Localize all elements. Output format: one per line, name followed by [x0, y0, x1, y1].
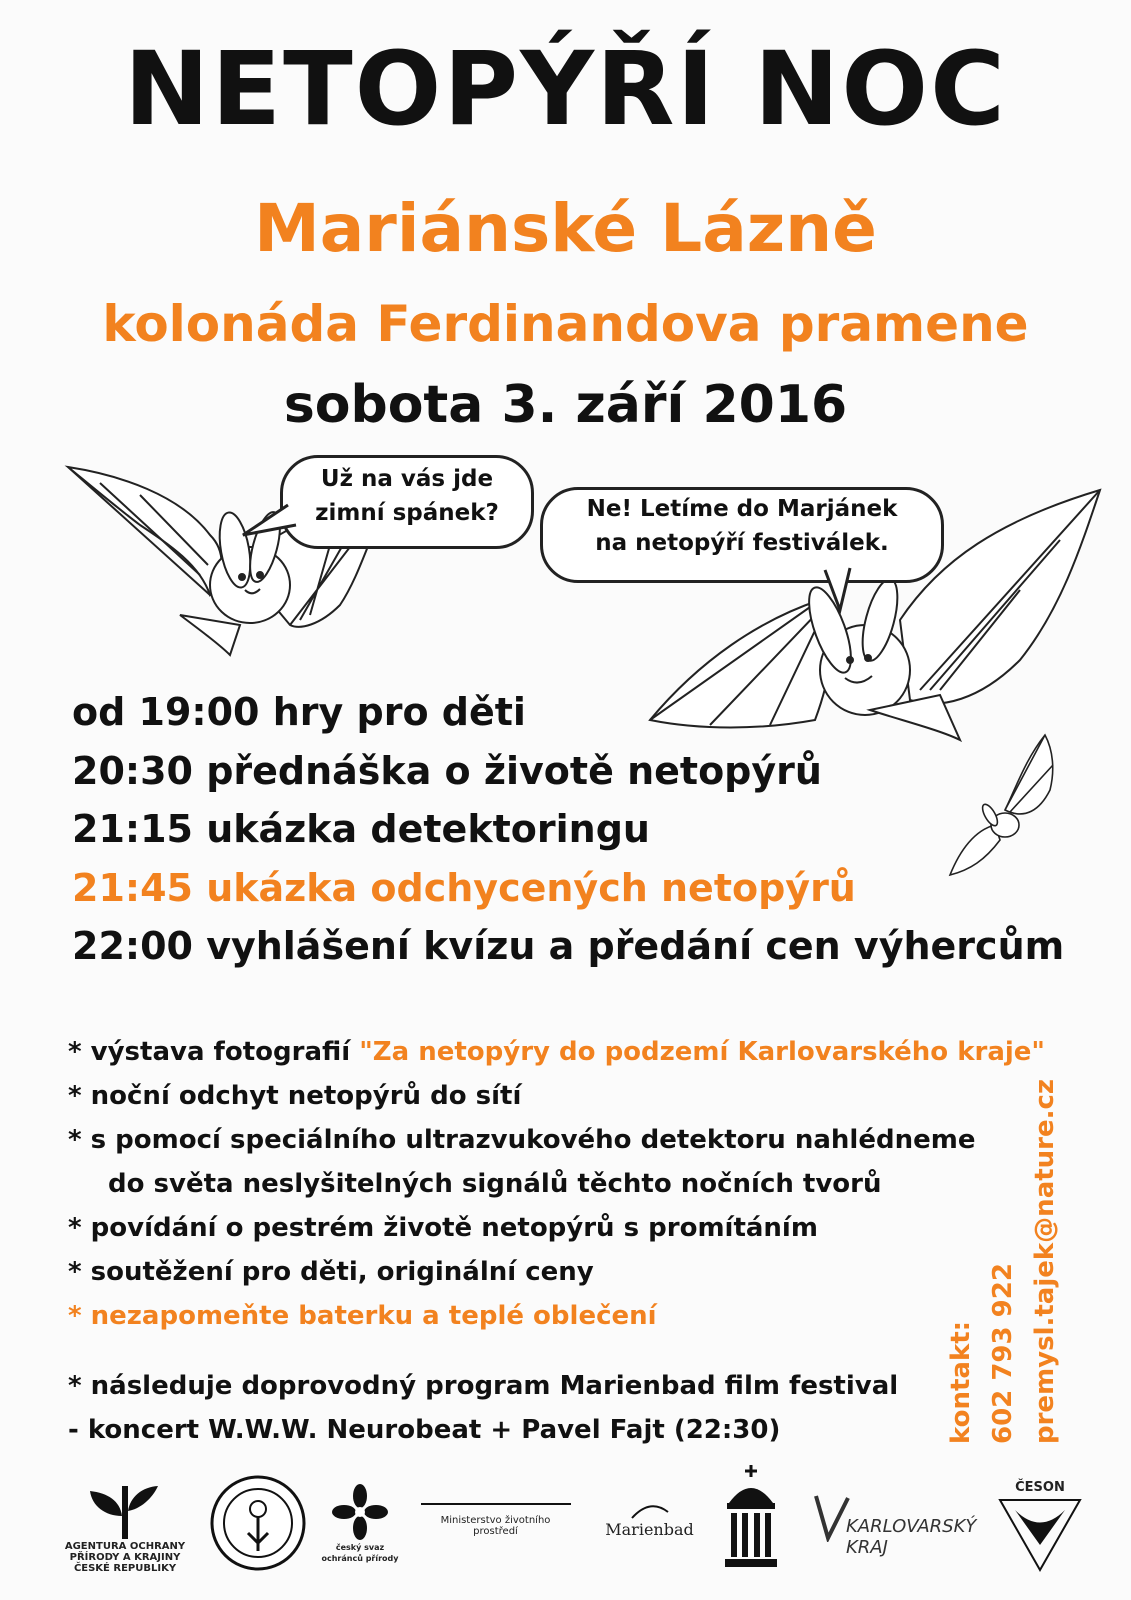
bubble-right-tail — [820, 565, 860, 615]
event-city: Mariánské Lázně — [254, 190, 877, 267]
csop-name: český svaz ochránců přírody — [321, 1543, 399, 1563]
kraj-line-1: KARLOVARSKÝ — [846, 1516, 977, 1537]
note-exhibition — [68, 1030, 1045, 1074]
logo-slavkovsky-les — [205, 1470, 310, 1575]
event-date: sobota 3. září 2016 — [283, 375, 848, 435]
speech-bubble-right — [540, 487, 944, 583]
note-exhibition-prefix: * výstava fotografií — [68, 1037, 351, 1067]
bat-triangle-icon — [995, 1495, 1085, 1575]
note-item: * povídání o pestrém životě netopýrů s promítáním — [68, 1213, 818, 1243]
logo-marienbad — [592, 1490, 707, 1550]
event-venue: kolonáda Ferdinandova pramene — [102, 295, 1029, 353]
program-item: 21:15 ukázka detektoringu — [72, 807, 650, 852]
notes-spacer — [68, 1338, 1045, 1364]
program-list — [72, 683, 1064, 976]
logo-ceson — [990, 1472, 1090, 1582]
note-reminder: * nezapomeňte baterku a teplé oblečení — [68, 1301, 657, 1331]
contact-block — [930, 1078, 1060, 1444]
notes-list — [68, 1030, 1045, 1452]
kraj-line-2: KRAJ — [846, 1537, 888, 1558]
contact-label: kontakt: — [946, 1320, 976, 1444]
mzp-name: Ministerstvo životního prostředí — [440, 1515, 551, 1537]
logo-karlovarsky-kraj — [812, 1470, 977, 1580]
note-item: * soutěžení pro děti, originální ceny — [68, 1257, 594, 1287]
logo-colonnade — [722, 1462, 780, 1574]
poster-title: NETOPÝŘÍ NOC — [124, 30, 1007, 149]
note-exhibition-title: "Za netopýry do podzemí Karlovarského kraje" — [359, 1037, 1045, 1067]
seal-icon — [208, 1473, 308, 1573]
mzp-rule — [421, 1503, 571, 1505]
pavilion-icon — [723, 1463, 779, 1573]
note-followup: * následuje doprovodný program Marienbad film festival — [68, 1371, 899, 1401]
program-item: 20:30 přednáška o životě netopýrů — [72, 748, 822, 793]
bubble-left-line-2: zimní spánek? — [315, 500, 499, 526]
note-item: * s pomocí speciálního ultrazvukového detektoru nahlédneme — [68, 1125, 976, 1155]
flower-icon — [330, 1482, 390, 1542]
aopk-line-3: ČESKÉ REPUBLIKY — [73, 1562, 177, 1574]
contact-email: premysl.tajek@nature.cz — [1030, 1078, 1060, 1444]
bubble-right-line-1: Ne! Letíme do Marjánek — [586, 496, 898, 522]
note-item-continued: do světa neslyšitelných signálů těchto nočních tvorů — [108, 1169, 882, 1199]
contact-phone: 602 793 922 — [988, 1263, 1018, 1444]
bubble-right-line-2: na netopýří festiválek. — [595, 530, 889, 556]
aopk-line-1: AGENTURA OCHRANY — [64, 1540, 186, 1552]
program-item: od 19:00 hry pro děti — [72, 690, 526, 734]
logo-csop — [320, 1468, 400, 1578]
ceson-name: ČESON — [1015, 1479, 1065, 1495]
program-item: 22:00 vyhlášení kvízu a předání cen výhercům — [72, 924, 1065, 969]
aopk-line-2: PŘÍRODY A KRAJINY — [69, 1551, 181, 1563]
bubble-left-line-1: Už na vás jde — [320, 466, 494, 492]
note-item: * noční odchyt netopýrů do sítí — [68, 1081, 522, 1111]
leaf-icon — [80, 1481, 170, 1541]
logo-aopk — [50, 1468, 200, 1586]
swoosh-icon — [630, 1502, 670, 1520]
bubble-left-tail — [238, 500, 298, 540]
logo-mzp — [418, 1495, 573, 1545]
program-item-highlight: 21:45 ukázka odchycených netopýrů — [72, 865, 856, 910]
note-followup: - koncert W.W.W. Neurobeat + Pavel Fajt (22:30) — [68, 1415, 781, 1445]
marienbad-name: Marienbad — [605, 1519, 694, 1539]
speech-bubble-left — [280, 455, 534, 549]
